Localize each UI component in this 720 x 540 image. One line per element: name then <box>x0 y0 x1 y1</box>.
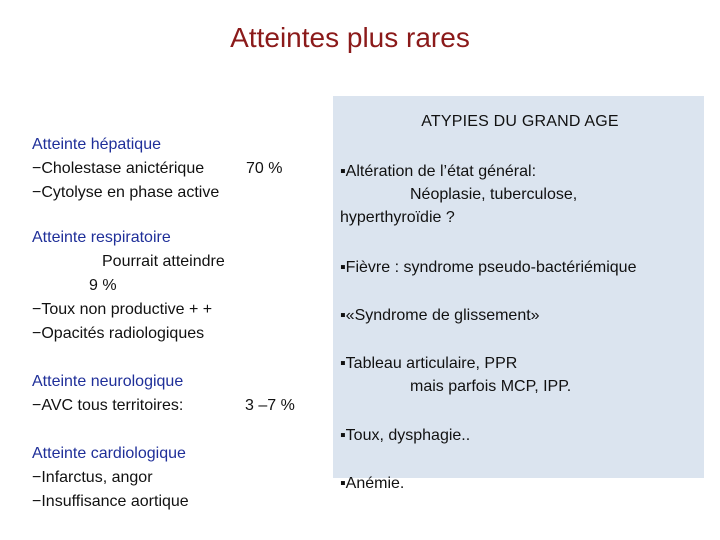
section-cardiologique <box>32 442 332 514</box>
atypies-content <box>340 110 712 492</box>
cardiologique-line-2: −Insuffisance aortique <box>32 493 189 510</box>
atypie-item-1 <box>340 160 712 229</box>
atypie-item-1-line-1: ▪Altération de l’état général: <box>340 163 537 180</box>
atypie-item-4-line-2: mais parfois MCP, IPP. <box>410 378 572 395</box>
neurologique-line-1-text: −AVC tous territoires: <box>32 397 184 414</box>
respiratoire-line-3: −Toux non productive + + <box>32 301 213 318</box>
section-hepatique <box>32 133 332 205</box>
respiratoire-line-1: Pourrait atteindre <box>102 253 225 270</box>
section-neurologique <box>32 370 332 418</box>
atypie-item-4-line-1: ▪Tableau articulaire, PPR <box>340 355 518 372</box>
atypie-item-5-line-1: ▪Toux, dysphagie.. <box>340 427 471 444</box>
cardiologique-line-1: −Infarctus, angor <box>32 469 153 486</box>
respiratoire-line-4: −Opacités radiologiques <box>32 325 205 342</box>
section-respiratoire <box>32 226 332 346</box>
hepatique-line-1-value: 70 % <box>246 160 283 177</box>
atypie-item-4 <box>340 352 712 398</box>
heading-respiratoire: Atteinte respiratoire <box>32 229 171 246</box>
atypie-item-1-line-2: Néoplasie, tuberculose, <box>410 186 578 203</box>
atypie-item-1-line-3: hyperthyroïdie ? <box>340 209 455 226</box>
hepatique-line-1-text: −Cholestase anictérique <box>32 160 205 177</box>
slide-title: Atteintes plus rares <box>230 22 470 53</box>
atypie-item-2-line-1: ▪Fièvre : syndrome pseudo-bactériémique <box>340 259 637 276</box>
hepatique-line-1 <box>32 157 332 181</box>
atypie-item-2 <box>340 256 712 279</box>
atypie-item-5 <box>340 424 712 447</box>
heading-neurologique: Atteinte neurologique <box>32 373 184 390</box>
atypies-title: ATYPIES DU GRAND AGE <box>421 113 619 130</box>
respiratoire-line-2: 9 % <box>89 277 117 294</box>
neurologique-line-1 <box>32 394 332 418</box>
heading-hepatique: Atteinte hépatique <box>32 136 161 153</box>
atypies-box <box>333 96 704 478</box>
atypie-item-6-line-1: ▪Anémie. <box>340 475 405 492</box>
heading-cardiologique: Atteinte cardiologique <box>32 445 186 462</box>
atypie-item-3 <box>340 304 712 327</box>
neurologique-line-1-value: 3 –7 % <box>245 397 295 414</box>
hepatique-line-2: −Cytolyse en phase active <box>32 184 220 201</box>
atypie-item-3-line-1: ▪«Syndrome de glissement» <box>340 307 540 324</box>
atypie-item-6 <box>340 472 712 495</box>
